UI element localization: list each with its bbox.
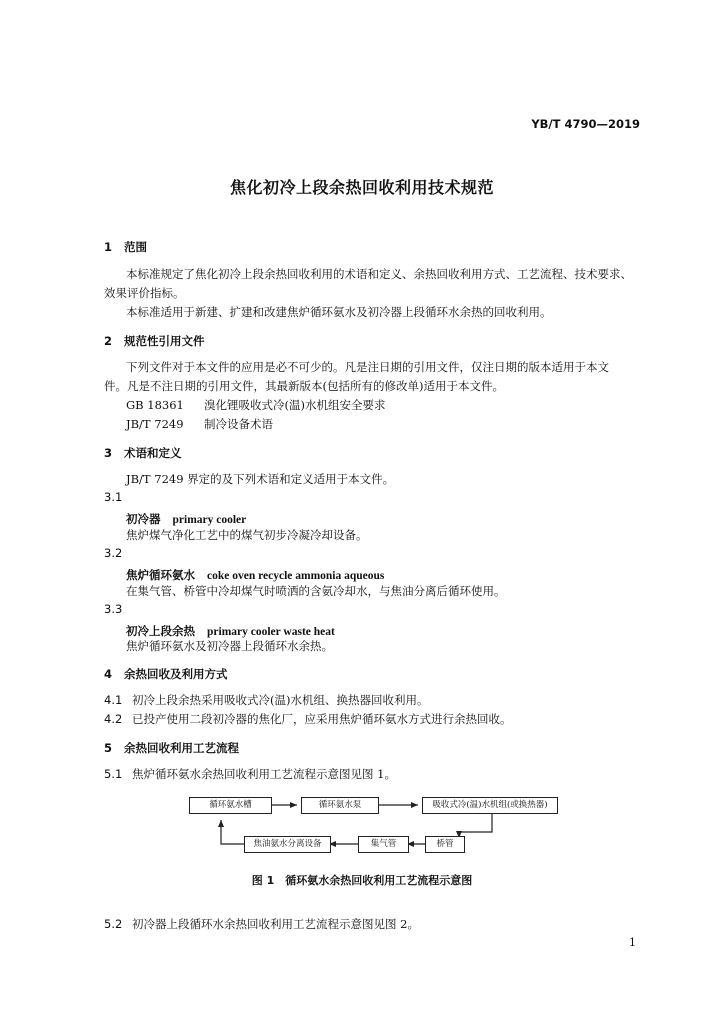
section-title: 范围 <box>124 240 147 254</box>
term-number: 3.3 <box>104 602 123 616</box>
clause-text: 初冷上段余热采用吸收式冷(温)水机组、换热器回收利用。 <box>132 693 429 707</box>
page-number: 1 <box>629 936 636 949</box>
paragraph: 本标准规定了焦化初冷上段余热回收利用的术语和定义、余热回收利用方式、工艺流程、技术要求、 <box>126 267 632 281</box>
clause <box>104 766 396 782</box>
clause-text: 初冷器上段循环水余热回收利用工艺流程示意图见图 2。 <box>132 917 419 931</box>
section-1-heading <box>104 239 147 255</box>
term-heading <box>126 620 335 639</box>
arrow-separator-to-tank <box>221 820 244 844</box>
arrow-chiller-to-bridge <box>459 814 492 838</box>
flow-box-ammonia-tank: 循环氨水槽 <box>189 797 272 814</box>
term-number: 3.2 <box>104 546 123 560</box>
section-title: 术语和定义 <box>124 446 182 460</box>
term-english: primary cooler <box>172 514 247 526</box>
paragraph: 下列文件对于本文件的应用是必不可少的。凡是注日期的引用文件，仅注日期的版本适用于本文 <box>126 360 609 374</box>
section-2-heading <box>104 333 205 349</box>
reference-code: JB/T 7249 <box>126 417 184 431</box>
term-heading <box>126 564 384 583</box>
section-title: 规范性引用文件 <box>124 334 205 348</box>
paragraph: JB/T 7249 界定的及下列术语和定义适用于本文件。 <box>126 472 395 486</box>
term-definition: 焦炉煤气净化工艺中的煤气初步冷凝冷却设备。 <box>126 528 368 542</box>
reference-item <box>126 397 385 413</box>
flow-box-bridge-pipe: 桥管 <box>425 836 465 853</box>
clause <box>104 692 428 708</box>
reference-title: 制冷设备术语 <box>204 417 273 431</box>
term-english: coke oven recycle ammonia aqueous <box>207 570 385 582</box>
section-title: 余热回收利用工艺流程 <box>124 741 239 755</box>
term-chinese: 初冷上段余热 <box>126 624 195 638</box>
clause-text: 焦炉循环氨水余热回收利用工艺流程示意图见图 1。 <box>132 767 396 781</box>
section-4-heading <box>104 666 228 682</box>
section-number: 4 <box>104 667 113 681</box>
reference-code: GB 18361 <box>126 398 184 412</box>
flow-box-ammonia-pump: 循环氨水泵 <box>301 797 379 814</box>
term-heading <box>126 508 246 527</box>
term-chinese: 初冷器 <box>126 512 161 526</box>
figure-caption: 图 1 循环氨水余热回收利用工艺流程示意图 <box>251 874 473 887</box>
paragraph: 件。凡是不注日期的引用文件，其最新版本(包括所有的修改单)适用于本文件。 <box>104 379 504 393</box>
section-number: 2 <box>104 334 113 348</box>
reference-item <box>126 416 273 432</box>
section-number: 3 <box>104 446 113 460</box>
reference-title: 溴化锂吸收式冷(温)水机组安全要求 <box>204 398 386 412</box>
clause-number: 4.2 <box>104 712 123 726</box>
term-definition: 焦炉循环氨水及初冷器上段循环水余热。 <box>126 639 333 653</box>
term-english: primary cooler waste heat <box>207 626 335 638</box>
paragraph: 本标准适用于新建、扩建和改建焦炉循环氨水及初冷器上段循环水余热的回收利用。 <box>126 305 552 319</box>
document-title: 焦化初冷上段余热回收利用技术规范 <box>229 178 494 197</box>
flow-box-gas-collector: 集气管 <box>358 836 409 853</box>
section-3-heading <box>104 445 182 461</box>
term-definition: 在集气管、桥管中冷却煤气时喷洒的含氨冷却水，与焦油分离后循环使用。 <box>126 584 506 598</box>
clause-text: 已投产使用二段初冷器的焦化厂，应采用焦炉循环氨水方式进行余热回收。 <box>132 712 512 726</box>
clause-number: 5.1 <box>104 767 123 781</box>
clause <box>104 916 419 932</box>
term-chinese: 焦炉循环氨水 <box>126 568 195 582</box>
term-number: 3.1 <box>104 490 123 504</box>
section-number: 5 <box>104 741 113 755</box>
paragraph: 效果评价指标。 <box>104 286 185 300</box>
clause-number: 4.1 <box>104 693 123 707</box>
flow-box-tar-separator: 焦油氨水分离设备 <box>244 836 331 853</box>
section-5-heading <box>104 740 239 756</box>
clause-number: 5.2 <box>104 917 123 931</box>
standard-number: YB/T 4790—2019 <box>531 117 640 131</box>
flow-box-absorption-chiller: 吸收式冷(温)水机组(或换热器) <box>422 797 558 814</box>
section-title: 余热回收及利用方式 <box>124 667 228 681</box>
section-number: 1 <box>104 240 113 254</box>
clause <box>104 711 512 727</box>
